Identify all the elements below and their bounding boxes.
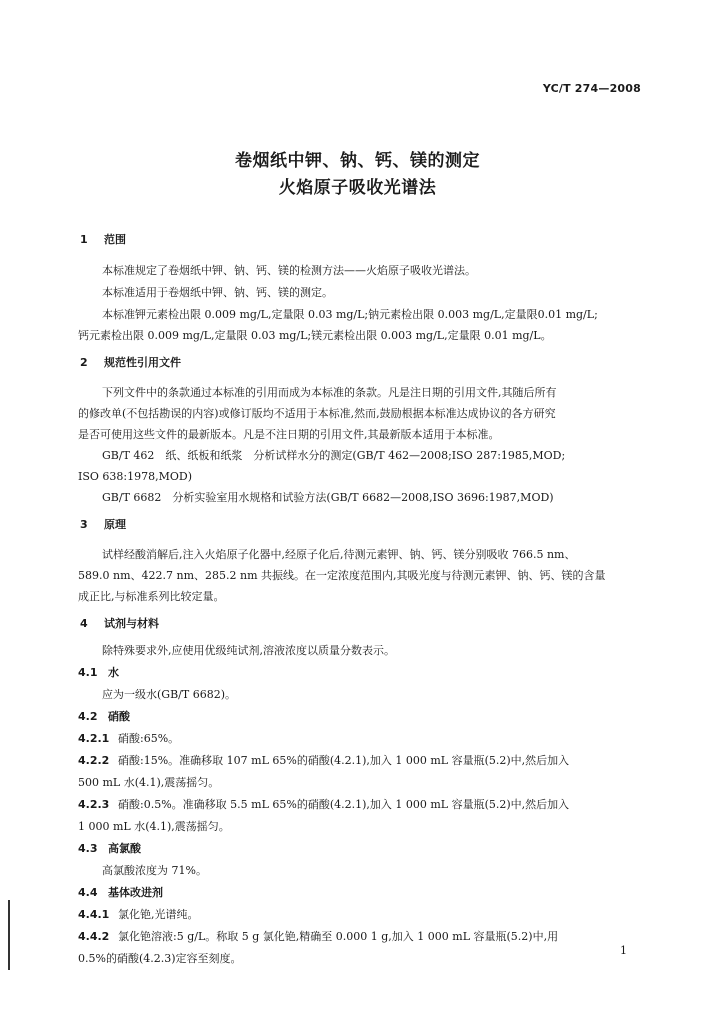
section-3-para-1-cont: 589.0 nm、422.7 nm、285.2 nm 共振线。在一定浓度范围内,其吸光度与待测元素钾、钠、钙、镁的含量 [78, 569, 606, 582]
section-1-para-1: 本标准规定了卷烟纸中钾、钠、钙、镁的检测方法——火焰原子吸收光谱法。 [102, 264, 476, 277]
section-4-3-heading: 4.3 高氯酸 [78, 842, 141, 855]
document-subtitle: 火焰原子吸收光谱法 [278, 178, 437, 198]
standard-code: YC/T 274—2008 [542, 82, 641, 95]
section-1-para-3: 本标准钾元素检出限 0.009 mg/L,定量限 0.03 mg/L;钠元素检出限 0.003 mg/L,定量限0.01 mg/L; [102, 308, 598, 321]
reference-gbt-6682: GB/T 6682 分析实验室用水规格和试验方法(GB/T 6682—2008,ISO 3696:1987,MOD) [102, 491, 554, 504]
section-2-para-1-cont2: 是否可使用这些文件的最新版本。凡是不注日期的引用文件,其最新版本适用于本标准。 [78, 428, 500, 441]
section-4-2-2-cont: 500 mL 水(4.1),震荡摇匀。 [78, 776, 220, 789]
section-3-para-1-cont2: 成正比,与标准系列比较定量。 [78, 590, 225, 603]
section-4-2-1: 4.2.1 硝酸:65%。 [78, 732, 180, 745]
reference-gbt-462: GB/T 462 纸、纸板和纸浆 分析试样水分的测定(GB/T 462—2008;ISO 287:1985,MOD; [102, 449, 566, 462]
section-2-heading: 2 规范性引用文件 [80, 356, 181, 369]
section-4-4-2: 4.4.2 氯化铯溶液:5 g/L。称取 5 g 氯化铯,精确至 0.000 1 g,加入 1 000 mL 容量瓶(5.2)中,用 [78, 930, 559, 943]
section-1-para-3-cont: 钙元素检出限 0.009 mg/L,定量限 0.03 mg/L;镁元素检出限 0.003 mg/L,定量限 0.01 mg/L。 [78, 329, 552, 342]
section-4-4-heading: 4.4 基体改进剂 [78, 886, 163, 899]
page-number: 1 [620, 944, 627, 957]
section-3-para-1: 试样经酸消解后,注入火焰原子化器中,经原子化后,待测元素钾、钠、钙、镁分别吸收 766.5 nm、 [102, 548, 576, 561]
section-4-2-3-cont: 1 000 mL 水(4.1),震荡摇匀。 [78, 820, 230, 833]
section-4-4-2-cont: 0.5%的硝酸(4.2.3)定容至刻度。 [78, 952, 242, 965]
section-4-1-heading: 4.1 水 [78, 666, 119, 679]
section-4-2-2: 4.2.2 硝酸:15%。准确移取 107 mL 65%的硝酸(4.2.1),加入 1 000 mL 容量瓶(5.2)中,然后加入 [78, 754, 570, 767]
scan-edge-mark [8, 900, 10, 970]
section-4-1-para: 应为一级水(GB/T 6682)。 [102, 688, 236, 701]
section-2-para-1-cont: 的修改单(不包括勘误的内容)或修订版均不适用于本标准,然而,鼓励根据本标准达成协议的各方研究 [78, 407, 556, 420]
section-4-para-1: 除特殊要求外,应使用优级纯试剂,溶液浓度以质量分数表示。 [102, 644, 395, 657]
reference-gbt-462-cont: ISO 638:1978,MOD) [78, 470, 192, 483]
section-4-3-para: 高氯酸浓度为 71%。 [102, 864, 207, 877]
section-4-2-heading: 4.2 硝酸 [78, 710, 130, 723]
section-4-2-3: 4.2.3 硝酸:0.5%。准确移取 5.5 mL 65%的硝酸(4.2.1),加入 1 000 mL 容量瓶(5.2)中,然后加入 [78, 798, 570, 811]
section-1-para-2: 本标准适用于卷烟纸中钾、钠、钙、镁的测定。 [102, 286, 333, 299]
section-4-4-1: 4.4.1 氯化铯,光谱纯。 [78, 908, 199, 921]
document-title: 卷烟纸中钾、钠、钙、镁的测定 [235, 151, 480, 171]
section-2-para-1: 下列文件中的条款通过本标准的引用而成为本标准的条款。凡是注日期的引用文件,其随后所有 [102, 386, 557, 399]
section-3-heading: 3 原理 [80, 518, 126, 531]
section-1-heading: 1 范围 [80, 233, 126, 246]
section-4-heading: 4 试剂与材料 [80, 617, 159, 630]
